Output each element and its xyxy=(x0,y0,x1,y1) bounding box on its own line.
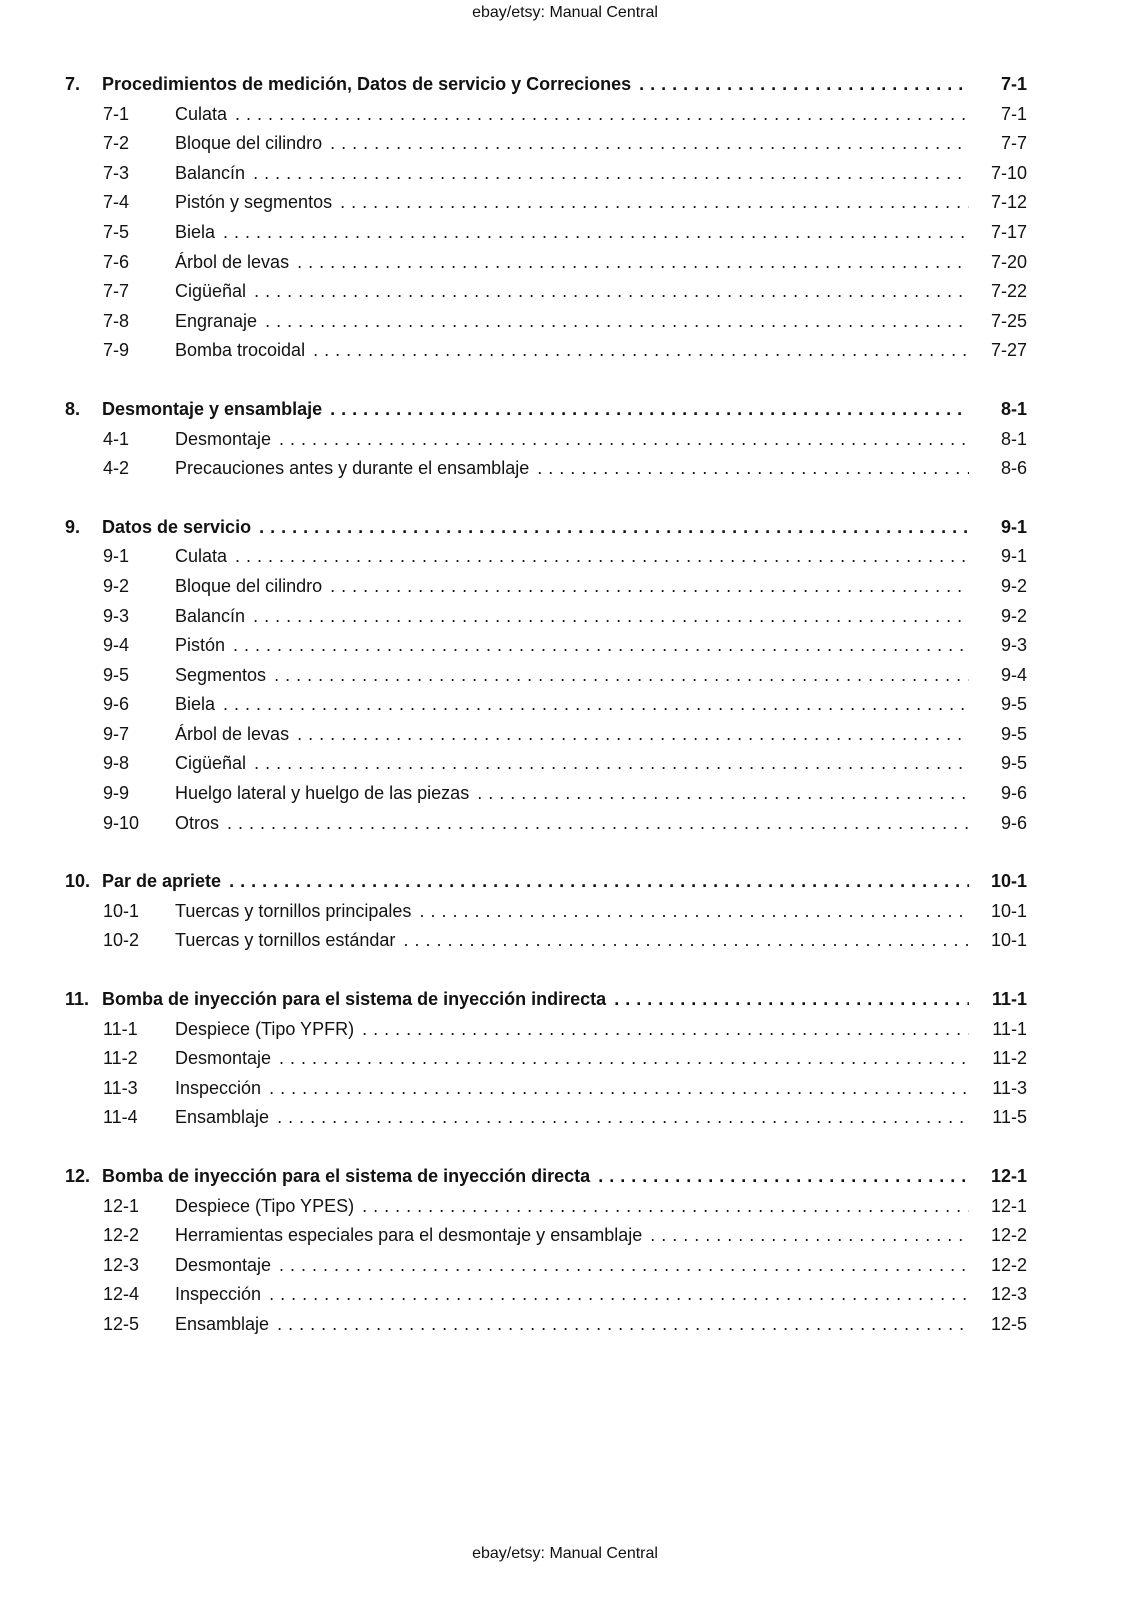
entry-title: Despiece (Tipo YPES) xyxy=(175,1195,355,1216)
entry-page-number: 11-3 xyxy=(992,1077,1027,1098)
section-number: 10. xyxy=(65,871,91,892)
toc-section xyxy=(65,395,1027,484)
section-page-number: 10-1 xyxy=(990,871,1027,892)
section-header-row xyxy=(65,1162,1027,1192)
entry-title: Balancín xyxy=(175,162,246,183)
entry-page-number: 9-5 xyxy=(1000,694,1027,715)
toc xyxy=(65,70,1027,1369)
section-title: Datos de servicio xyxy=(102,516,252,537)
section-page-number: 8-1 xyxy=(1000,398,1027,419)
dot-leader xyxy=(313,336,969,366)
entry-page-number: 7-27 xyxy=(990,340,1027,361)
page-header: ebay/etsy: Manual Central xyxy=(472,4,658,21)
toc-entry-row xyxy=(65,336,1027,366)
toc-entry-row xyxy=(65,809,1027,839)
dot-leader xyxy=(253,159,969,189)
entry-page-number: 7-7 xyxy=(1000,133,1027,154)
entry-title: Culata xyxy=(175,546,228,567)
entry-page-number: 7-17 xyxy=(990,221,1027,242)
entry-number: 10-2 xyxy=(103,930,140,951)
entry-number: 7-3 xyxy=(103,162,130,183)
dot-leader xyxy=(403,926,969,956)
entry-title: Pistón y segmentos xyxy=(175,192,333,213)
entry-page-number: 11-1 xyxy=(992,1018,1027,1039)
entry-number: 12-1 xyxy=(103,1195,140,1216)
entry-title: Engranaje xyxy=(175,310,258,331)
toc-entry-row xyxy=(65,1044,1027,1074)
toc-entry-row xyxy=(65,897,1027,927)
section-page-number: 11-1 xyxy=(991,989,1027,1010)
toc-entry-row xyxy=(65,1074,1027,1104)
entry-page-number: 9-2 xyxy=(1000,605,1027,626)
entry-number: 12-3 xyxy=(103,1254,140,1275)
toc-entry-row xyxy=(65,779,1027,809)
toc-section xyxy=(65,867,1027,956)
section-entries xyxy=(65,542,1027,838)
section-number: 12. xyxy=(65,1166,91,1186)
entry-title: Biela xyxy=(175,221,216,242)
entry-title: Desmontaje xyxy=(175,1048,272,1069)
entry-number: 7-4 xyxy=(103,192,130,213)
entry-title: Inspección xyxy=(175,1077,262,1098)
entry-number: 7-6 xyxy=(103,251,130,272)
dot-leader xyxy=(259,513,969,543)
toc-entry-row xyxy=(65,1310,1027,1340)
entry-page-number: 9-6 xyxy=(1000,783,1027,804)
toc-entry-row xyxy=(65,307,1027,337)
entry-page-number: 9-1 xyxy=(1000,546,1027,567)
dot-leader xyxy=(253,602,969,632)
entry-page-number: 7-12 xyxy=(990,192,1027,213)
toc-section xyxy=(65,513,1027,839)
entry-title: Ensamblaje xyxy=(175,1313,270,1334)
entry-title: Pistón xyxy=(175,635,226,656)
entry-number: 12-4 xyxy=(103,1284,140,1305)
dot-leader xyxy=(223,690,969,720)
entry-page-number: 8-6 xyxy=(1000,458,1027,479)
section-entries xyxy=(65,1015,1027,1133)
entry-page-number: 12-2 xyxy=(990,1254,1027,1275)
dot-leader xyxy=(362,1192,969,1222)
dot-leader xyxy=(233,631,969,661)
entry-number: 7-7 xyxy=(103,281,130,302)
toc-entry-row xyxy=(65,631,1027,661)
entry-page-number: 11-2 xyxy=(992,1048,1027,1069)
section-entries xyxy=(65,100,1027,366)
section-header-row xyxy=(65,395,1027,425)
page-footer: ebay/etsy: Manual Central xyxy=(472,1545,658,1562)
dot-leader xyxy=(227,809,969,839)
dot-leader xyxy=(477,779,969,809)
entry-number: 4-2 xyxy=(103,458,130,479)
entry-number: 12-2 xyxy=(103,1225,140,1246)
entry-number: 4-1 xyxy=(103,428,130,449)
dot-leader xyxy=(277,1310,969,1340)
dot-leader xyxy=(269,1074,969,1104)
dot-leader xyxy=(235,100,969,130)
toc-entry-row xyxy=(65,218,1027,248)
section-header-row xyxy=(65,513,1027,543)
toc-entry-row xyxy=(65,1251,1027,1281)
dot-leader xyxy=(279,1044,969,1074)
toc-entry-row xyxy=(65,1221,1027,1251)
dot-leader xyxy=(330,395,969,425)
dot-leader xyxy=(269,1280,969,1310)
entry-number: 9-2 xyxy=(103,575,130,596)
entry-number: 10-1 xyxy=(103,900,140,921)
dot-leader xyxy=(419,897,969,927)
entry-page-number: 10-1 xyxy=(990,930,1027,951)
entry-number: 9-9 xyxy=(103,783,130,804)
section-page-number: 9-1 xyxy=(1000,516,1027,537)
section-title: Procedimientos de medición, Datos de servicio y Correciones xyxy=(102,74,632,94)
dot-leader xyxy=(297,248,969,278)
entry-number: 9-7 xyxy=(103,723,130,744)
toc-entry-row xyxy=(65,690,1027,720)
entry-number: 7-9 xyxy=(103,340,130,361)
entry-page-number: 9-3 xyxy=(1000,635,1027,656)
toc-entry-row xyxy=(65,1103,1027,1133)
entry-number: 7-5 xyxy=(103,221,130,242)
entry-number: 11-2 xyxy=(103,1048,138,1069)
section-page-number: 7-1 xyxy=(1000,74,1027,94)
toc-entry-row xyxy=(65,188,1027,218)
dot-leader xyxy=(297,720,969,750)
entry-title: Herramientas especiales para el desmontaje y ensamblaje xyxy=(175,1225,643,1246)
section-page-number: 12-1 xyxy=(990,1166,1027,1186)
dot-leader xyxy=(265,307,969,337)
section-header-row xyxy=(65,867,1027,897)
dot-leader xyxy=(235,542,969,572)
dot-leader xyxy=(274,661,969,691)
entry-title: Cigüeñal xyxy=(175,281,247,302)
entry-page-number: 7-1 xyxy=(1000,103,1027,124)
toc-entry-row xyxy=(65,248,1027,278)
entry-title: Segmentos xyxy=(175,664,267,685)
entry-title: Ensamblaje xyxy=(175,1107,270,1128)
toc-entry-row xyxy=(65,277,1027,307)
toc-entry-row xyxy=(65,720,1027,750)
entry-number: 9-4 xyxy=(103,635,130,656)
entry-number: 9-3 xyxy=(103,605,130,626)
section-title: Par de apriete xyxy=(102,871,222,892)
toc-entry-row xyxy=(65,1192,1027,1222)
dot-leader xyxy=(254,277,969,307)
entry-title: Árbol de levas xyxy=(175,723,290,744)
toc-entry-row xyxy=(65,572,1027,602)
entry-title: Tuercas y tornillos principales xyxy=(175,900,412,921)
entry-page-number: 9-4 xyxy=(1000,664,1027,685)
dot-leader xyxy=(650,1221,969,1251)
entry-page-number: 9-5 xyxy=(1000,723,1027,744)
dot-leader xyxy=(223,218,969,248)
toc-entry-row xyxy=(65,926,1027,956)
toc-entry-row xyxy=(65,749,1027,779)
entry-page-number: 7-10 xyxy=(990,162,1027,183)
entry-number: 9-10 xyxy=(103,812,140,833)
toc-entry-row xyxy=(65,425,1027,455)
entry-number: 11-1 xyxy=(103,1018,138,1039)
entry-number: 9-6 xyxy=(103,694,130,715)
entry-page-number: 12-2 xyxy=(990,1225,1027,1246)
entry-page-number: 8-1 xyxy=(1000,428,1027,449)
section-entries xyxy=(65,897,1027,956)
dot-leader xyxy=(330,572,969,602)
section-entries xyxy=(65,425,1027,484)
toc-entry-row xyxy=(65,1280,1027,1310)
entry-page-number: 7-25 xyxy=(990,310,1027,331)
entry-number: 11-3 xyxy=(103,1077,138,1098)
dot-leader xyxy=(279,1251,969,1281)
entry-title: Tuercas y tornillos estándar xyxy=(175,930,396,951)
entry-title: Desmontaje xyxy=(175,428,272,449)
section-title: Bomba de inyección para el sistema de inyección indirecta xyxy=(102,989,607,1010)
toc-section xyxy=(65,1162,1027,1340)
entry-title: Balancín xyxy=(175,605,246,626)
dot-leader xyxy=(639,70,969,100)
toc-entry-row xyxy=(65,1015,1027,1045)
entry-number: 12-5 xyxy=(103,1313,140,1334)
entry-title: Bloque del cilindro xyxy=(175,133,323,154)
toc-section xyxy=(65,985,1027,1133)
dot-leader xyxy=(277,1103,969,1133)
entry-title: Despiece (Tipo YPFR) xyxy=(175,1018,355,1039)
dot-leader xyxy=(330,129,969,159)
section-number: 11. xyxy=(65,989,90,1010)
section-title: Bomba de inyección para el sistema de inyección directa xyxy=(102,1166,591,1186)
section-entries xyxy=(65,1192,1027,1340)
entry-number: 9-8 xyxy=(103,753,130,774)
section-number: 8. xyxy=(65,398,81,419)
entry-number: 11-4 xyxy=(103,1107,138,1128)
entry-page-number: 12-5 xyxy=(990,1313,1027,1334)
entry-title: Desmontaje xyxy=(175,1254,272,1275)
entry-page-number: 9-2 xyxy=(1000,575,1027,596)
section-number: 9. xyxy=(65,516,81,537)
dot-leader xyxy=(340,188,969,218)
toc-entry-row xyxy=(65,159,1027,189)
entry-title: Bloque del cilindro xyxy=(175,575,323,596)
entry-number: 9-5 xyxy=(103,664,130,685)
entry-title: Cigüeñal xyxy=(175,753,247,774)
section-title: Desmontaje y ensamblaje xyxy=(102,398,323,419)
entry-title: Precauciones antes y durante el ensamblaje xyxy=(175,458,530,479)
toc-entry-row xyxy=(65,454,1027,484)
entry-title: Culata xyxy=(175,103,228,124)
entry-number: 9-1 xyxy=(103,546,130,567)
entry-number: 7-8 xyxy=(103,310,130,331)
entry-title: Bomba trocoidal xyxy=(175,340,306,361)
entry-page-number: 12-3 xyxy=(990,1284,1027,1305)
toc-entry-row xyxy=(65,602,1027,632)
section-number: 7. xyxy=(65,74,81,94)
dot-leader xyxy=(598,1162,969,1192)
entry-page-number: 9-5 xyxy=(1000,753,1027,774)
entry-title: Inspección xyxy=(175,1284,262,1305)
dot-leader xyxy=(279,425,969,455)
entry-title: Biela xyxy=(175,694,216,715)
dot-leader xyxy=(254,749,969,779)
entry-page-number: 12-1 xyxy=(990,1195,1027,1216)
entry-title: Árbol de levas xyxy=(175,251,290,272)
section-header-row xyxy=(65,985,1027,1015)
entry-page-number: 11-5 xyxy=(992,1107,1027,1128)
entry-title: Huelgo lateral y huelgo de las piezas xyxy=(175,783,470,804)
entry-page-number: 9-6 xyxy=(1000,812,1027,833)
toc-entry-row xyxy=(65,100,1027,130)
entry-number: 7-2 xyxy=(103,133,130,154)
section-header-row xyxy=(65,70,1027,100)
toc-section xyxy=(65,70,1027,366)
entry-title: Otros xyxy=(175,812,220,833)
entry-page-number: 7-20 xyxy=(990,251,1027,272)
toc-entry-row xyxy=(65,661,1027,691)
toc-entry-row xyxy=(65,129,1027,159)
entry-page-number: 7-22 xyxy=(990,281,1027,302)
entry-page-number: 10-1 xyxy=(990,900,1027,921)
dot-leader xyxy=(537,454,969,484)
dot-leader xyxy=(229,867,969,897)
entry-number: 7-1 xyxy=(103,103,130,124)
dot-leader xyxy=(614,985,969,1015)
toc-entry-row xyxy=(65,542,1027,572)
dot-leader xyxy=(362,1015,969,1045)
